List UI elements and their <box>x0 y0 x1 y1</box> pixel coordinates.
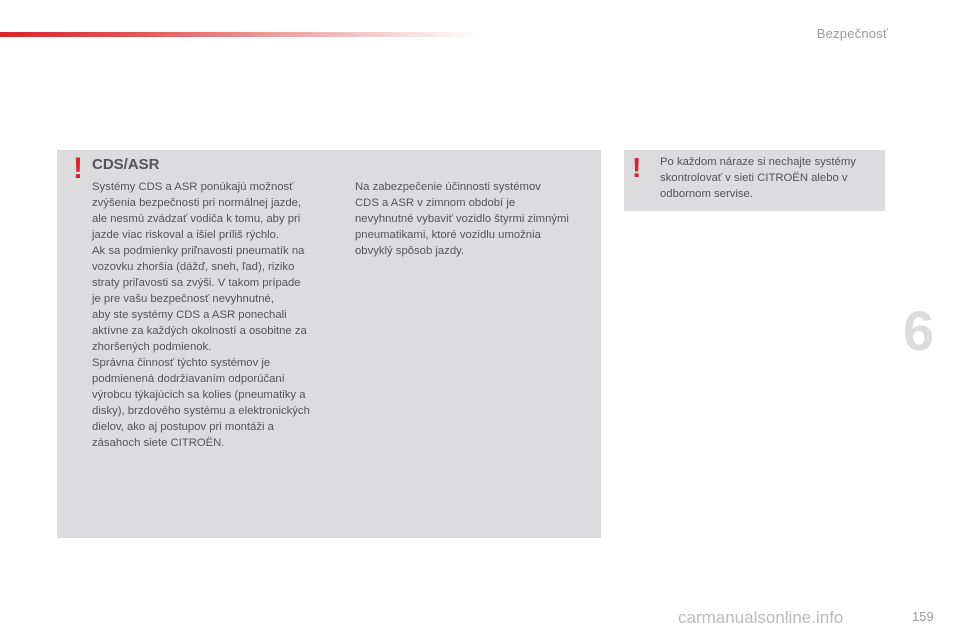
page-number: 159 <box>912 609 934 624</box>
box-heading: CDS/ASR <box>92 156 160 173</box>
warning-icon: ! <box>73 152 83 185</box>
box-text-column-1: Systémy CDS a ASR ponúkajú možnosť zvýšenia bezpečnosti pri normálnej jazde, ale nesmú zvádzať vodiča k tomu, aby pri jazde viac riskoval a išiel príliš rýchlo. Ak sa podmienky priľnavosti pneumatík na vozovku zhoršia (dážď, sneh, ľad), riziko straty priľavosti sa zvýši. V takom prípade je pre vašu bezpečnosť nevyhnutné, aby ste systémy CDS a ASR ponechali aktívne za každých okolností a osobitne za zhoršených podmienok. Správna činnosť týchto systémov je podmienená dodržiavaním odporúčaní výrobcu týkajúcich sa kolies (pneumatiky a disky), brzdového systému a elektronických dielov, ako aj postupov pri montáži a zásahoch siete CITROËN. <box>92 181 310 449</box>
warning-icon: ! <box>632 152 642 183</box>
section-title: Bezpečnosť <box>816 26 888 41</box>
side-note-text: Po každom náraze si nechajte systémy skontrolovať v sieti CITROËN alebo v odbornom servise. <box>660 156 856 200</box>
watermark: carmanualsonline.info <box>678 608 844 627</box>
chapter-number: 6 <box>903 299 935 362</box>
cds-asr-info-box <box>57 150 601 538</box>
header-accent-bar <box>0 32 480 37</box>
box-text-column-2: Na zabezpečenie účinnosti systémov CDS a ASR v zimnom období je nevyhnutné vybaviť vozidlo štyrmi zimnými pneumatikami, ktoré vozidlu umožnia obvyklý spôsob jazdy. <box>355 181 569 257</box>
side-note-box <box>624 150 885 211</box>
